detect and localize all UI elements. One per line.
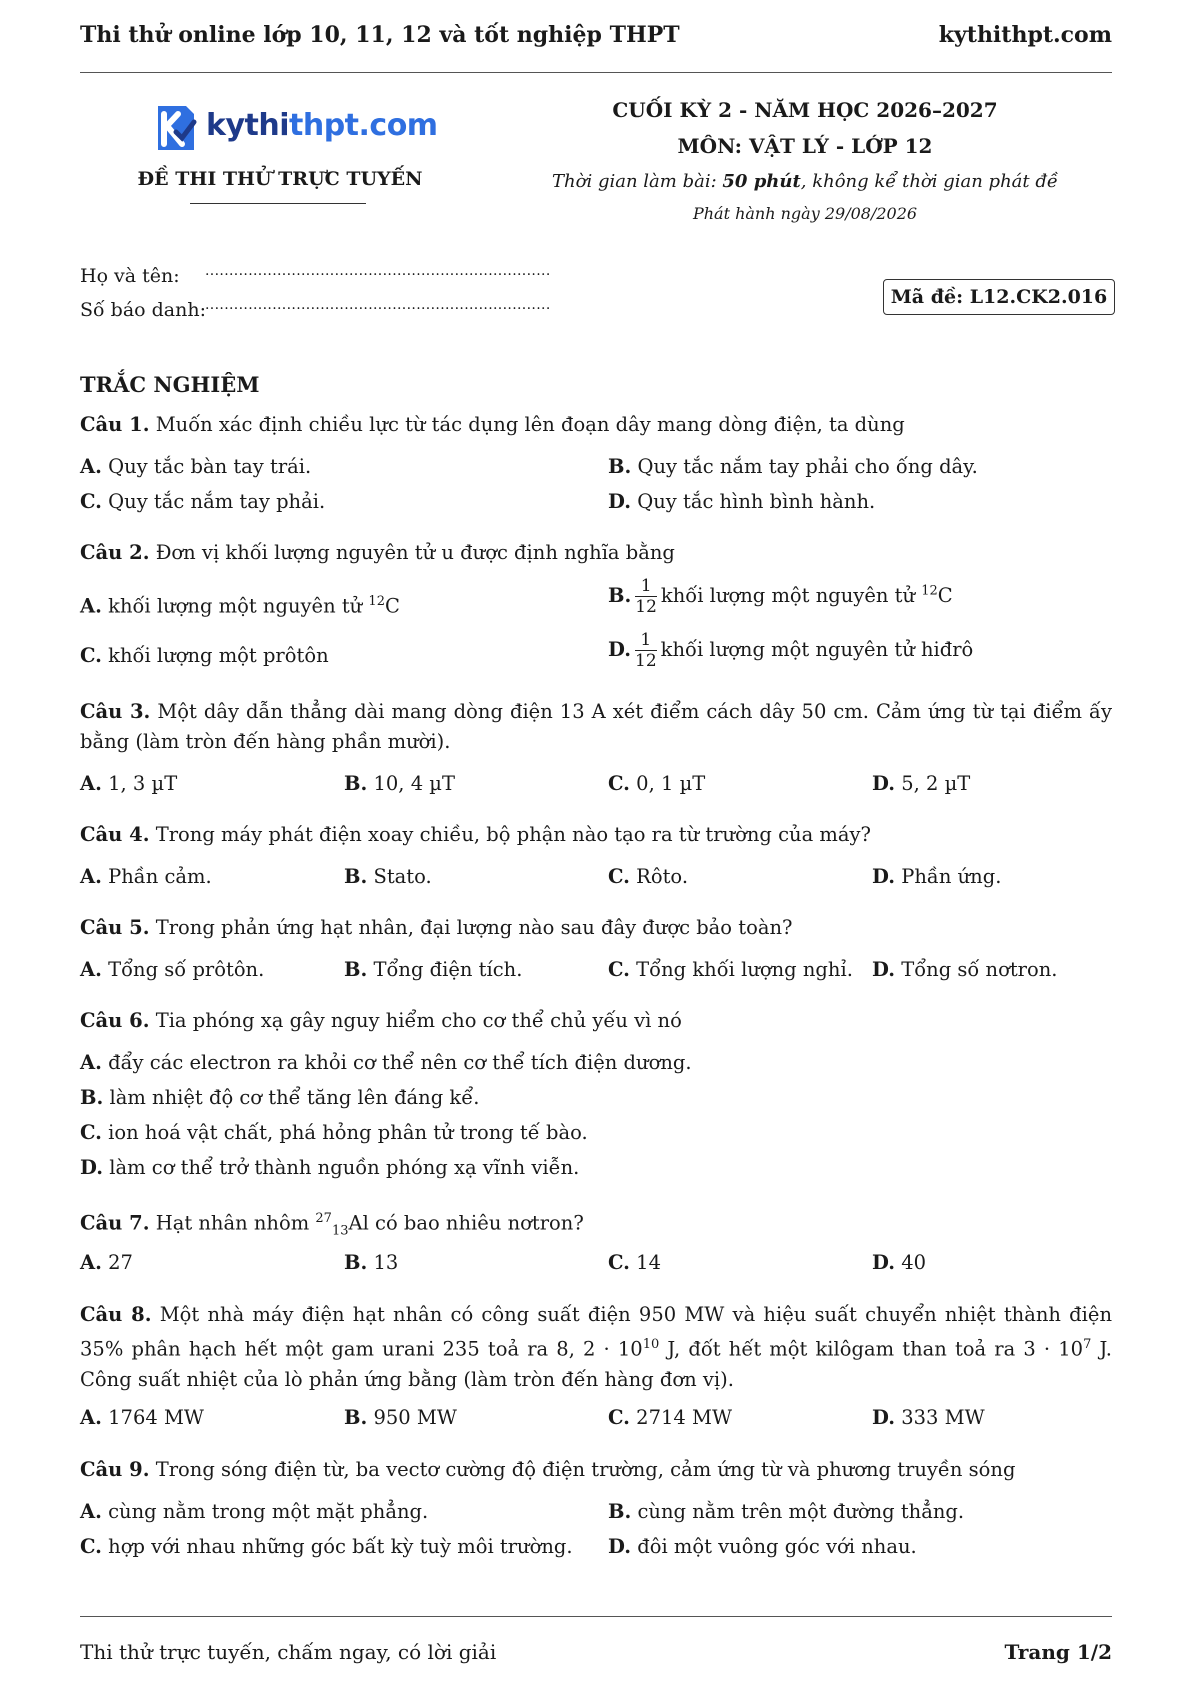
option-key: A. — [80, 455, 102, 478]
option-text: Quy tắc bàn tay trái. — [108, 455, 312, 478]
exam-subject: MÔN: VẬT LÝ - LỚP 12 — [677, 134, 933, 158]
exam-time-suffix: , không kể thời gian phát đề — [800, 171, 1058, 192]
question-text: Trong phản ứng hạt nhân, đại lượng nào sau đây được bảo toàn? — [155, 916, 793, 939]
q8-option-c[interactable] — [608, 1403, 732, 1433]
option-text: làm cơ thể trở thành nguồn phóng xạ vĩnh viễn. — [109, 1156, 580, 1179]
option-key: C. — [608, 958, 630, 981]
q6-option-b[interactable] — [80, 1083, 479, 1113]
question-label: Câu 1. — [80, 413, 150, 436]
option-key: D. — [872, 865, 896, 888]
option-text: khối lượng một prôtôn — [108, 644, 329, 667]
q2-option-d[interactable] — [608, 630, 973, 671]
option-text: ion hoá vật chất, phá hỏng phân tử trong tế bào. — [108, 1121, 588, 1144]
q6-option-d[interactable] — [80, 1153, 579, 1183]
option-text: Rôto. — [636, 865, 689, 888]
q1-option-b[interactable] — [608, 452, 978, 482]
q9-option-b[interactable] — [608, 1497, 964, 1527]
option-text: 14 — [636, 1251, 661, 1274]
option-text: làm nhiệt độ cơ thể tăng lên đáng kể. — [109, 1086, 480, 1109]
option-text: 950 MW — [373, 1406, 457, 1429]
option-key: D. — [872, 1251, 896, 1274]
option-key: B. — [80, 1086, 104, 1109]
q7-option-b[interactable] — [344, 1248, 398, 1278]
option-text: cùng nằm trong một mặt phẳng. — [108, 1500, 429, 1523]
q6-option-c[interactable] — [80, 1118, 588, 1148]
option-key: C. — [608, 865, 630, 888]
question-6 — [80, 1006, 1112, 1036]
exam-subtitle: ĐỀ THI THỬ TRỰC TUYẾN — [137, 168, 423, 190]
header-site-name: kythithpt.com — [938, 22, 1112, 48]
exam-code-box: Mã đề: L12.CK2.016 — [883, 279, 1115, 315]
option-key: D. — [872, 958, 896, 981]
option-key: B. — [344, 1406, 368, 1429]
question-5 — [80, 913, 1112, 943]
site-logo — [150, 100, 450, 156]
option-key: D. — [608, 638, 632, 661]
isotope-mass-number: 12 — [368, 594, 385, 609]
option-text: khối lượng một nguyên tử — [108, 594, 369, 618]
section-title: TRẮC NGHIỆM — [80, 372, 260, 397]
option-text: 333 MW — [901, 1406, 985, 1429]
atomic-number: 13 — [331, 1223, 349, 1239]
option-key: A. — [80, 594, 102, 618]
question-3 — [80, 697, 1112, 757]
subtitle-underline — [190, 203, 366, 204]
option-key: A. — [80, 1051, 102, 1074]
option-key: C. — [608, 1406, 630, 1429]
q5-option-c[interactable] — [608, 955, 853, 985]
question-text: Al có bao nhiêu nơtron? — [348, 1211, 584, 1235]
option-text: 1, 3 µT — [108, 772, 178, 795]
q6-option-a[interactable] — [80, 1048, 692, 1078]
option-text: khối lượng một nguyên tử hiđrô — [660, 638, 974, 661]
option-key: C. — [608, 772, 630, 795]
option-text: Phần ứng. — [901, 865, 1002, 888]
q9-option-d[interactable] — [608, 1532, 917, 1562]
option-key: A. — [80, 772, 102, 795]
option-text: hợp với nhau những góc bất kỳ tuỳ môi trường. — [108, 1535, 573, 1558]
question-text: Một dây dẫn thẳng dài mang dòng điện 13 A xét điểm cách dây 50 cm. Cảm ứng từ tại điểm ấy bằng (làm tròn đến hàng phần mười). — [80, 700, 1113, 753]
fraction — [635, 630, 657, 671]
option-key: B. — [608, 455, 632, 478]
option-key: A. — [80, 865, 102, 888]
exponent: 7 — [1083, 1337, 1092, 1352]
option-key: A. — [80, 1406, 102, 1429]
question-1 — [80, 410, 1112, 440]
question-label: Câu 4. — [80, 823, 150, 846]
question-label: Câu 2. — [80, 541, 150, 564]
fraction-numerator: 1 — [635, 576, 657, 597]
option-text: Stato. — [373, 865, 432, 888]
question-text: Trong máy phát điện xoay chiều, bộ phận nào tạo ra từ trường của máy? — [155, 823, 871, 846]
question-label: Câu 7. — [80, 1211, 150, 1235]
q2-option-b[interactable] — [608, 576, 953, 617]
option-text: 27 — [108, 1251, 133, 1274]
exam-release-date: Phát hành ngày 29/08/2026 — [692, 204, 918, 223]
exam-time-duration: 50 phút — [722, 171, 801, 192]
q2-option-a[interactable] — [80, 587, 400, 622]
question-text: Đơn vị khối lượng nguyên tử u được định nghĩa bằng — [155, 541, 675, 564]
option-text: Tổng số prôtôn. — [108, 958, 265, 981]
logo-icon — [150, 102, 202, 154]
footer-divider — [80, 1616, 1112, 1617]
option-key: B. — [344, 958, 368, 981]
option-text: Quy tắc nắm tay phải. — [108, 490, 326, 513]
option-key: C. — [80, 1535, 102, 1558]
option-key: D. — [80, 1156, 104, 1179]
option-text: Tổng khối lượng nghỉ. — [636, 958, 853, 981]
q5-option-a[interactable] — [80, 955, 264, 985]
fraction — [635, 576, 657, 617]
exponent: 10 — [642, 1337, 660, 1352]
option-text: đẩy các electron ra khỏi cơ thể nên cơ thể tích điện dương. — [108, 1051, 692, 1074]
q1-option-a[interactable] — [80, 452, 311, 482]
option-key: D. — [872, 1406, 896, 1429]
student-id-label: Số báo danh: — [80, 299, 207, 321]
option-key: B. — [608, 584, 632, 607]
option-text: 2714 MW — [636, 1406, 733, 1429]
option-key: A. — [80, 1251, 102, 1274]
q7-option-d[interactable] — [872, 1248, 926, 1278]
q8-option-a[interactable] — [80, 1403, 204, 1433]
option-key: C. — [80, 644, 102, 667]
option-key: B. — [344, 772, 368, 795]
option-text: Quy tắc nắm tay phải cho ống dây. — [637, 455, 978, 478]
question-text: Trong sóng điện từ, ba vectơ cường độ điện trường, cảm ứng từ và phương truyền sóng — [155, 1458, 1016, 1481]
question-2 — [80, 538, 1112, 568]
question-text: Hạt nhân nhôm — [155, 1211, 316, 1235]
header-divider — [80, 72, 1112, 73]
q4-option-a[interactable] — [80, 862, 212, 892]
mass-number: 27 — [315, 1211, 332, 1226]
option-key: B. — [608, 1500, 632, 1523]
q5-option-d[interactable] — [872, 955, 1058, 985]
option-text: Phần cảm. — [108, 865, 212, 888]
option-text: cùng nằm trên một đường thẳng. — [637, 1500, 965, 1523]
option-key: C. — [80, 490, 102, 513]
question-label: Câu 3. — [80, 700, 151, 723]
element-symbol: C — [384, 594, 400, 618]
isotope-mass-number: 12 — [921, 583, 938, 599]
option-text: 5, 2 µT — [901, 772, 971, 795]
q8-option-d[interactable] — [872, 1403, 985, 1433]
option-text: Quy tắc hình bình hành. — [637, 490, 876, 513]
student-id-field[interactable]: ........................................................................ — [205, 297, 551, 313]
question-8 — [80, 1300, 1112, 1395]
option-text: 40 — [901, 1251, 927, 1274]
option-text: 13 — [373, 1251, 399, 1274]
option-text: Tổng điện tích. — [373, 958, 523, 981]
question-label: Câu 5. — [80, 916, 150, 939]
option-key: C. — [608, 1251, 630, 1274]
element-symbol: C — [937, 584, 953, 607]
option-key: A. — [80, 958, 102, 981]
question-text: Tia phóng xạ gây nguy hiểm cho cơ thể chủ yếu vì nó — [155, 1009, 682, 1032]
question-text: J, đốt hết một kilôgam than toả ra 3 · 10 — [659, 1337, 1084, 1361]
option-key: A. — [80, 1500, 102, 1523]
fraction-numerator: 1 — [635, 630, 657, 651]
question-text: Một nhà máy điện hạt nhân có công suất điện 950 MW và hiệu suất chuyển nhiệt thành điện 35% phân hạch hết một gam urani 235 toả ra 8, 2 · 10 — [80, 1303, 1112, 1361]
option-text: Tổng số nơtron. — [901, 958, 1058, 981]
q1-option-d[interactable] — [608, 487, 875, 517]
option-text: khối lượng một nguyên tử — [660, 584, 922, 607]
question-label: Câu 8. — [80, 1303, 152, 1326]
option-key: B. — [344, 865, 368, 888]
q3-option-b[interactable] — [344, 769, 455, 799]
name-label: Họ và tên: — [80, 265, 180, 287]
q9-option-a[interactable] — [80, 1497, 428, 1527]
option-key: B. — [344, 1251, 368, 1274]
q7-option-c[interactable] — [608, 1248, 661, 1278]
q4-option-d[interactable] — [872, 862, 1001, 892]
option-text: 0, 1 µT — [636, 772, 706, 795]
q1-option-c[interactable] — [80, 487, 325, 517]
question-text: Muốn xác định chiều lực từ tác dụng lên đoạn dây mang dòng điện, ta dùng — [155, 413, 905, 436]
logo-text-primary: kythi — [206, 108, 289, 143]
q3-option-c[interactable] — [608, 769, 705, 799]
exam-term: CUỐI KỲ 2 - NĂM HỌC 2026–2027 — [612, 98, 998, 122]
q4-option-b[interactable] — [344, 862, 432, 892]
option-text: 10, 4 µT — [373, 772, 455, 795]
option-key: D. — [608, 1535, 632, 1558]
question-label: Câu 6. — [80, 1009, 150, 1032]
q5-option-b[interactable] — [344, 955, 522, 985]
q8-option-b[interactable] — [344, 1403, 457, 1433]
q3-option-a[interactable] — [80, 769, 177, 799]
q4-option-c[interactable] — [608, 862, 688, 892]
option-key: D. — [608, 490, 632, 513]
fraction-denominator: 12 — [635, 597, 657, 617]
option-key: D. — [872, 772, 896, 795]
exam-time — [540, 171, 1070, 192]
fraction-denominator: 12 — [635, 651, 657, 671]
page-number: Trang 1/2 — [1004, 1640, 1112, 1664]
question-4 — [80, 820, 1112, 850]
name-field[interactable]: ........................................................................ — [205, 263, 551, 279]
footer-tagline: Thi thử trực tuyến, chấm ngay, có lời giải — [80, 1640, 497, 1664]
q7-option-a[interactable] — [80, 1248, 133, 1278]
q3-option-d[interactable] — [872, 769, 970, 799]
exam-time-prefix: Thời gian làm bài: — [552, 171, 723, 192]
q9-option-c[interactable] — [80, 1532, 573, 1562]
q2-option-c[interactable] — [80, 641, 329, 671]
question-label: Câu 9. — [80, 1458, 150, 1481]
question-9 — [80, 1455, 1112, 1485]
header-left-title: Thi thử online lớp 10, 11, 12 và tốt nghiệp THPT — [80, 22, 680, 48]
option-text: 1764 MW — [108, 1406, 204, 1429]
option-text: đôi một vuông góc với nhau. — [637, 1535, 917, 1558]
question-text: J. Công suất nhiệt của lò phản ứng bằng (làm tròn đến hàng đơn vị). — [80, 1337, 1112, 1391]
question-7 — [80, 1204, 1112, 1246]
logo-text-accent: thpt.com — [289, 108, 438, 143]
option-key: C. — [80, 1121, 102, 1144]
